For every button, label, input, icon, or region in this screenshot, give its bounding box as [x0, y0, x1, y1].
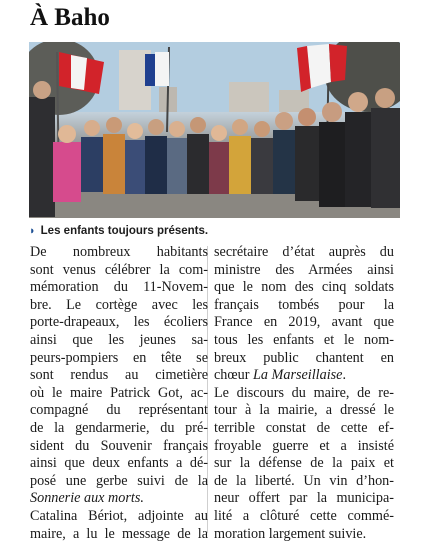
caption-marker-icon: ◗: [29, 225, 36, 237]
article-line: ministre des Armées ainsi: [214, 261, 394, 278]
article-line: mémoration du 11-Novem-: [30, 279, 208, 296]
article-line: Catalina Bériot, adjointe au: [30, 507, 208, 524]
article-line: froyable guerre et a insisté: [214, 437, 394, 454]
article-line: sont venus célébrer la com-: [30, 261, 208, 278]
article-line: sur la défense de la paix et: [214, 455, 394, 472]
article-line: sont rendus au cimetière: [30, 367, 208, 384]
article-line: terrible constat de cette ef-: [214, 419, 394, 436]
article-line: bre. Le cortège avec les: [30, 296, 208, 313]
article-line: chœur La Marseillaise.: [214, 367, 347, 384]
article-line: ainsi que deux enfants a dé-: [30, 455, 208, 472]
photo-caption: [29, 222, 400, 240]
article-line: posé une gerbe suivi de la: [30, 472, 208, 489]
article-line: de la liberté. Un vin d’hon-: [214, 472, 394, 489]
article-line: neur offert par la municipa-: [214, 490, 394, 507]
article-line: maire, a lu le message de la: [30, 525, 208, 542]
article-line: Sonnerie aux morts.: [30, 490, 144, 507]
article-line: français tombés pour la: [214, 296, 394, 313]
ceremony-photo: [29, 42, 400, 218]
article-line: breux public chantent en: [214, 349, 394, 366]
article-line: que le nom des cinq soldats: [214, 279, 394, 296]
article-line: compagné du représentant: [30, 402, 208, 419]
article-line: De nombreux habitants: [30, 244, 208, 260]
article-column-right: [214, 244, 394, 543]
article-line: moration largement suivie.: [214, 525, 367, 542]
article-column-left: [30, 244, 208, 543]
caption-text: Les enfants toujours présents.: [40, 225, 209, 237]
article-line: Le discours du maire, de re-: [214, 384, 394, 401]
article-line: de la gendarmerie, du pré-: [30, 419, 208, 436]
article-line: tour à la mairie, a dressé le: [214, 402, 394, 419]
article-line: porte-drapeaux, les écoliers: [30, 314, 208, 331]
article-line: secrétaire d’état auprès du: [214, 244, 394, 260]
article-line: lité a clôturé cette commé-: [214, 507, 394, 524]
article-line: où le maire Patrick Got, ac-: [30, 384, 208, 401]
article-title: À Baho: [30, 4, 110, 31]
ceremony-photo-illustration: [29, 42, 400, 218]
article-line: peurs-pompiers en tête se: [30, 349, 208, 366]
article-line: France en 2019, avant que: [214, 314, 394, 331]
article-line: tous les enfants et le nom-: [214, 331, 394, 348]
article-line: ainsi que les jeunes sa-: [30, 331, 208, 348]
article-line: sident du Souvenir français: [30, 437, 208, 454]
